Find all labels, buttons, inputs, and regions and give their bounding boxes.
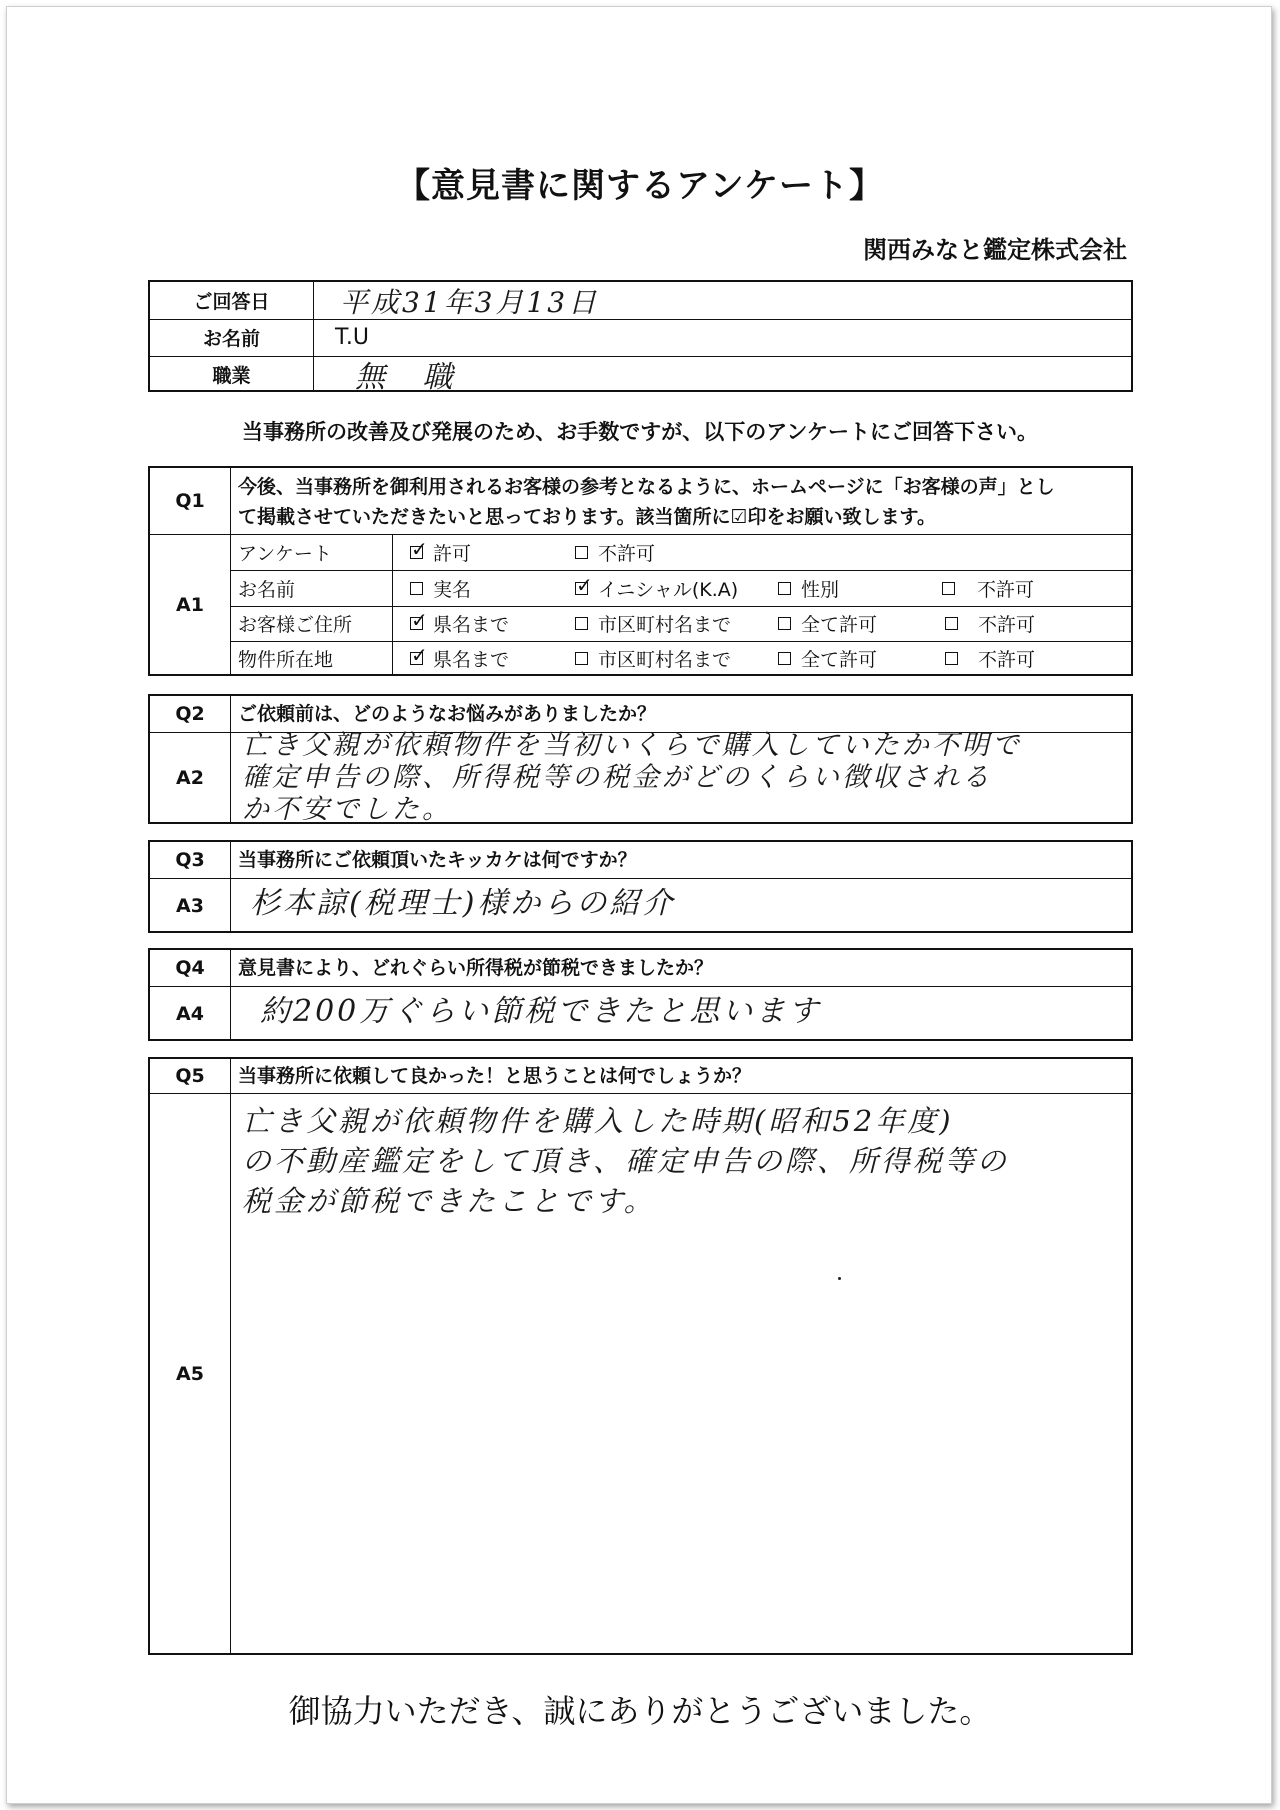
a2-label: A2 xyxy=(176,767,204,789)
option-property-all[interactable] xyxy=(778,641,877,676)
option-text: 全て許可 xyxy=(801,614,878,636)
q4-label: Q4 xyxy=(175,957,205,979)
q1-question xyxy=(230,472,1131,532)
option-survey-deny[interactable] xyxy=(575,534,655,570)
checkbox[interactable] xyxy=(945,617,958,630)
option-name-deny[interactable] xyxy=(942,570,1034,606)
option-text: 不許可 xyxy=(598,542,656,565)
checkbox[interactable] xyxy=(575,546,588,559)
a5-line3: 税金が節税できたことです。 xyxy=(242,1184,656,1218)
a5-label: A5 xyxy=(176,1363,204,1385)
a3-label: A3 xyxy=(176,894,204,917)
q2-text: ご依頼前は、どのようなお悩みがありましたか？ xyxy=(238,703,657,725)
q1-label: Q1 xyxy=(175,490,205,512)
option-survey-allow[interactable] xyxy=(410,534,471,570)
a5-line2: の不動産鑑定をして頂き、確定申告の際、所得税等の xyxy=(242,1144,1009,1178)
name-label: お名前 xyxy=(202,328,260,350)
q5-label: Q5 xyxy=(175,1065,205,1087)
checkbox-checked[interactable]: ✓ xyxy=(576,572,593,597)
respondent-info-table xyxy=(148,280,1133,395)
q4-a4-table xyxy=(148,948,1133,1041)
q2-a2-table xyxy=(148,694,1133,824)
occupation-label: 職業 xyxy=(212,364,251,387)
q3-a3-table xyxy=(148,840,1133,933)
option-text: 全て許可 xyxy=(801,649,878,671)
q5-a5-table xyxy=(148,1057,1133,1655)
option-text: 市区町村名まで xyxy=(598,649,732,671)
a1-label: A1 xyxy=(176,594,204,616)
option-text: 不許可 xyxy=(978,614,1036,636)
checkbox[interactable] xyxy=(945,652,958,665)
q5-text: 当事務所に依頼して良かった！と思うことは何でしょうか？ xyxy=(238,1065,752,1087)
option-address-prefecture[interactable] xyxy=(410,606,509,641)
option-text: 不許可 xyxy=(977,578,1035,601)
thanks-message: 御協力いただき、誠にありがとうございました。 xyxy=(288,1692,992,1730)
checkbox[interactable] xyxy=(778,617,791,630)
q2-label: Q2 xyxy=(175,703,205,725)
checkbox-checked[interactable]: ✓ xyxy=(411,536,428,561)
checkbox-checked[interactable]: ✓ xyxy=(411,643,428,667)
option-text: 県名まで xyxy=(433,649,510,671)
a5-answer xyxy=(242,1101,1009,1221)
page-title: 【意見書に関するアンケート】 xyxy=(396,166,884,206)
checkbox[interactable] xyxy=(778,582,791,595)
checkbox[interactable] xyxy=(575,652,588,665)
q4-text: 意見書により、どれぐらい所得税が節税できましたか？ xyxy=(238,957,714,979)
instruction-text: 当事務所の改善及び発展のため、お手数ですが、以下のアンケートにご回答下さい。 xyxy=(242,420,1038,444)
checkbox[interactable] xyxy=(575,617,588,630)
a1-row-property-label: 物件所在地 xyxy=(238,649,334,671)
answer-date-label: ご回答日 xyxy=(193,291,270,313)
option-address-city[interactable] xyxy=(575,606,731,641)
option-property-prefecture[interactable] xyxy=(410,641,509,676)
q3-label: Q3 xyxy=(175,849,205,871)
option-address-all[interactable] xyxy=(778,606,877,641)
option-property-deny[interactable] xyxy=(945,641,1035,676)
q1-a1-table xyxy=(148,466,1133,676)
a2-line2: 確定申告の際、所得税等の税金がどのくらい徴収される xyxy=(242,762,992,793)
checkbox[interactable] xyxy=(410,582,423,595)
a1-row-address-label: お客様ご住所 xyxy=(238,614,353,636)
option-text: 許可 xyxy=(433,542,472,565)
a1-row-survey-label: アンケート xyxy=(238,542,332,565)
option-text: 県名まで xyxy=(433,614,510,636)
answer-date-value: 平成31年3月13日 xyxy=(340,285,600,319)
ink-dot xyxy=(838,1277,841,1280)
option-text: イニシャル(K.A) xyxy=(598,578,739,601)
checkbox-checked[interactable]: ✓ xyxy=(411,608,428,632)
a4-answer: 約200万ぐらい節税できたと思います xyxy=(260,994,822,1029)
checkbox[interactable] xyxy=(942,582,955,595)
q1-text-line2: て掲載させていただきたいと思っております。該当箇所に☑印をお願い致します。 xyxy=(238,506,936,528)
a3-answer: 杉本諒(税理士)様からの紹介 xyxy=(250,886,676,921)
a2-line3: か不安でした。 xyxy=(242,794,452,825)
a5-line1: 亡き父親が依頼物件を購入した時期(昭和52年度) xyxy=(242,1104,954,1138)
occupation-value: 無 職 xyxy=(355,360,467,395)
q1-text-line1: 今後、当事務所を御利用されるお客様の参考となるように、ホームページに「お客様の声」とし xyxy=(238,476,1055,498)
a2-answer xyxy=(242,730,1022,826)
a2-line1: 亡き父親が依頼物件を当初いくらで購入していたか不明で xyxy=(242,730,1022,761)
a1-row-name-label: お名前 xyxy=(238,578,296,601)
option-text: 性別 xyxy=(801,578,840,601)
company-name: 関西みなと鑑定株式会社 xyxy=(863,236,1127,264)
a4-label: A4 xyxy=(176,1002,204,1025)
option-text: 実名 xyxy=(433,578,472,601)
option-name-initial[interactable] xyxy=(575,570,738,606)
option-name-real[interactable] xyxy=(410,570,471,606)
option-name-gender[interactable] xyxy=(778,570,839,606)
option-text: 市区町村名まで xyxy=(598,614,732,636)
checkbox[interactable] xyxy=(778,652,791,665)
q3-text: 当事務所にご依頼頂いたキッカケは何ですか？ xyxy=(238,849,637,871)
a1-options-grid xyxy=(230,534,1131,674)
option-address-deny[interactable] xyxy=(945,606,1035,641)
option-property-city[interactable] xyxy=(575,641,731,676)
option-text: 不許可 xyxy=(978,649,1036,671)
name-value: T.U xyxy=(335,325,369,350)
